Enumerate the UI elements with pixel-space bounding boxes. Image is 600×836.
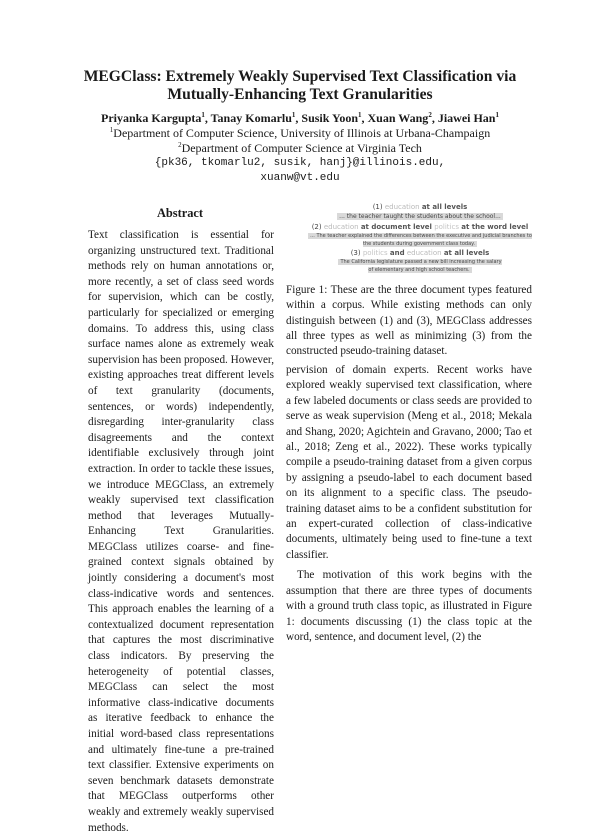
figure-1: [306, 202, 534, 274]
affiliation-mark: 2: [428, 111, 432, 119]
level-label: at all levels: [421, 203, 468, 211]
author: Xuan Wang: [367, 111, 429, 125]
abstract-text: Text classification is essential for organizing unstructured text. Traditional methods rely on human annotations or, more recently, a set of class seed words for supervision, which can be costly, particularly for specialized or emerging domains. To address this, using class surface names alone as extremely weak supervision has been proposed. However, existing approaches treat different levels of text granularity (documents, sentences, or words) independently, disregarding inter-granularity class disagreements and the context identifiable exclusively through joint extraction. In order to tackle these issues, we introduce MEGClass, an extremely weakly supervised text classification method that leverages Mutually-Enhancing Text Granularities. MEGClass utilizes coarse- and fine-grained context signals obtained by jointly considering a document's most class-indicative words and sentences. This approach enables the learning of a contextualized document representation that captures the most discriminative class indicators. By preserving the heterogeneity of potential classes, MEGClass can select the most informative class-indicative documents as iterative feedback to enhance the initial word-based class representations and ultimately fine-tune a pre-trained text classifier. Extensive experiments on seven benchmark datasets demonstrate that MEGClass outperforms other weakly and extremely weakly supervised methods.: [88, 229, 274, 834]
item-number: (3): [350, 249, 361, 257]
class-label-politics: politics: [362, 249, 388, 257]
author: Jiawei Han: [437, 111, 496, 125]
figure-caption: Figure 1: These are the three document types featured within a corpus. While existing methods can only distinguish between (1) and (3), MEGClass addresses all three types as well as minimizing (3) from the constructed pseudo-training dataset.: [286, 284, 532, 358]
affiliation-1: [0, 126, 600, 141]
author-names: Priyanka Kargupta$^1$, Tanay Komarlu$^1$, Susik Yoon$^1$, Xuan Wang$^2$, Jiawei Han$^1$: [101, 111, 499, 125]
figure-item-2-example: [306, 232, 534, 248]
figure-item-1-example: [306, 212, 534, 222]
body-text-right-column: [286, 363, 532, 645]
author: Priyanka Kargupta: [101, 111, 202, 125]
example-text: ... The teacher explained the differences between the executive and judicial branches to the students during government class today.: [310, 233, 532, 247]
level-label: at all levels: [443, 249, 490, 257]
paragraph-2: The motivation of this work begins with the assumption that there are three types of documents with a ground truth class topic, as illustrated in Figure 1: documents discussing (1) the class topic at the word, sentence, and document level, (2) the: [286, 569, 532, 643]
affiliation-mark: 1: [495, 111, 499, 119]
paper-title: [0, 68, 600, 104]
title-line-1: MEGClass: Extremely Weakly Supervised Text Classification via: [83, 68, 517, 85]
class-label-education: education: [384, 203, 420, 211]
email-line-1: {pk36, tkomarlu2, susik, hanj}@illinois.edu,: [154, 157, 446, 169]
affiliation-mark: 2: [178, 141, 182, 149]
abstract-heading: Abstract: [156, 206, 204, 220]
affiliation-2: [0, 141, 600, 156]
figure-item-3-heading: [306, 248, 534, 258]
figure-item-2-heading: [306, 222, 534, 232]
level-label: at the word level: [461, 223, 529, 231]
item-number: (1): [372, 203, 383, 211]
figure-item-3-example: [306, 258, 534, 274]
affiliation-mark: 1: [358, 111, 362, 119]
author: Susik Yoon: [301, 111, 358, 125]
affiliation-mark: 1: [201, 111, 205, 119]
author-block: [0, 111, 600, 186]
affiliation-mark: 1: [291, 111, 296, 119]
item-number: (2): [311, 223, 322, 231]
class-label-education: education: [323, 223, 359, 231]
author: Tanay Komarlu: [210, 111, 292, 125]
level-label: at document level: [360, 223, 432, 231]
affiliation-text: Department of Computer Science, University of Illinois at Urbana-Champaign: [113, 126, 491, 140]
affiliation-text: Department of Computer Science at Virginia Tech: [181, 141, 422, 155]
class-label-politics: politics: [434, 223, 459, 231]
class-label-education: education: [406, 249, 442, 257]
title-line-2: Mutually-Enhancing Text Granularities: [167, 86, 433, 103]
paragraph-1: pervision of domain experts. Recent works have explored weakly supervised text classification, where a few labeled documents or class seeds are provided to serve as weak supervision (Meng et al., 2018; Mekala and Shang, 2020; Agichtein and Gravano, 2000; Tao et al., 2018; Zeng et al., 2022). These works typically compile a pseudo-training dataset from a given corpus by assigning a pseudo-label to each document based on its alignment to a specific class. The pseudo-training dataset aims to be a confident substitution for an expert-curated collection of class-indicative documents, ultimately being used to fine-tune a text classifier.: [286, 364, 532, 561]
conjunction: and: [389, 249, 405, 257]
email-line-2: xuanw@vt.edu: [260, 172, 340, 184]
example-text: ... the teacher taught the students about the school...: [339, 213, 501, 220]
figure-item-1-heading: [306, 202, 534, 212]
affiliation-mark: 1: [109, 126, 114, 134]
example-text: The California legislature passed a new bill increasing the salary of elementary and high school teachers.: [340, 259, 502, 273]
